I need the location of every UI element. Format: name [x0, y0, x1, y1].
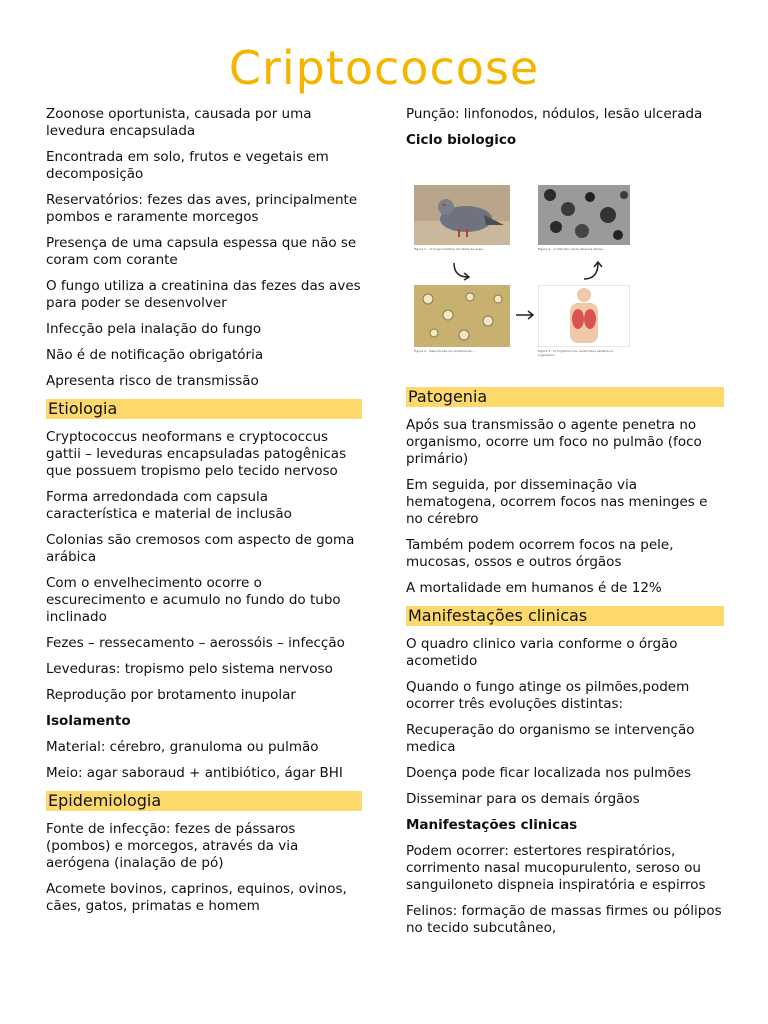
tissue-micrograph-image — [538, 185, 630, 245]
patogenia-paragraph: Também podem ocorrem focos na pele, mucosas, ossos e outros órgãos — [406, 537, 674, 570]
section-heading-epidemiologia: Epidemiologia — [46, 791, 362, 811]
arrow-icon — [450, 259, 474, 283]
intro-paragraph: O fungo utiliza a creatinina das fezes das aves para poder se desenvolver — [46, 278, 361, 311]
intro-paragraph: Infecção pela inalação do fungo — [46, 321, 262, 337]
subheading-ciclo-biologico: Ciclo biologico — [406, 132, 517, 148]
intro-paragraph: Zoonose oportunista, causada por uma levedura encapsulada — [46, 106, 312, 139]
patogenia-paragraph: Em seguida, por disseminação via hematogena, ocorrem focos nas meninges e no cérebro — [406, 477, 708, 527]
manifestacoes-paragraph: Doença pode ficar localizada nos pulmões — [406, 765, 692, 781]
subheading-isolamento: Isolamento — [46, 713, 131, 729]
etiologia-paragraph: Reprodução por brotamento inupolar — [46, 687, 296, 703]
puncao-paragraph: Punção: linfonodos, nódulos, lesão ulcerada — [406, 106, 703, 122]
intro-paragraph: Reservatórios: fezes das aves, principalmente pombos e raramente morcegos — [46, 192, 358, 225]
intro-paragraph: Não é de notificação obrigatória — [46, 347, 264, 363]
manifestacoes-sub-paragraph: Felinos: formação de massas firmes ou pólipos no tecido subcutâneo, — [406, 903, 722, 936]
section-heading-etiologia: Etiologia — [46, 399, 362, 419]
etiologia-paragraph: Leveduras: tropismo pelo sistema nervoso — [46, 661, 333, 677]
subheading-manifestacoes-clinicas: Manifestações clinicas — [406, 817, 578, 833]
figure-caption: Figura 3 – O Cryptococcus neoformans penetra no organismo... — [538, 349, 614, 357]
intro-paragraph: Encontrada em solo, frutos e vegetais em decomposição — [46, 149, 329, 182]
intro-paragraph: Apresenta risco de transmissão — [46, 373, 259, 389]
figure-caption: Figura 1 – O fungo prolifera em fezes de aves... — [414, 247, 486, 251]
etiologia-paragraph: Colonias são cremosos com aspecto de goma arábica — [46, 532, 355, 565]
arrow-icon — [514, 309, 536, 321]
isolamento-paragraph: Material: cérebro, granuloma ou pulmão — [46, 739, 319, 755]
page-title: Criptococose — [228, 41, 540, 95]
manifestacoes-paragraph: O quadro clinico varia conforme o órgão acometido — [406, 636, 678, 669]
pigeon-image — [414, 185, 510, 245]
right-column — [406, 106, 724, 946]
yeast-culture-image — [414, 285, 510, 347]
manifestacoes-paragraph: Recuperação do organismo se intervenção medica — [406, 722, 695, 755]
patogenia-paragraph: Após sua transmissão o agente penetra no organismo, ocorre um foco no pulmão (foco primário) — [406, 417, 702, 467]
etiologia-paragraph: Com o envelhecimento ocorre o escurecimento e acumulo no fundo do tubo inclinado — [46, 575, 341, 625]
section-heading-manifestacoes: Manifestações clinicas — [406, 606, 724, 626]
etiologia-paragraph: Fezes – ressecamento – aerossóis – infecção — [46, 635, 345, 651]
isolamento-paragraph: Meio: agar saboraud + antibiótico, ágar BHI — [46, 765, 343, 781]
figure-caption: Figura 2 – Reprodução por brotamento... — [414, 349, 475, 353]
manifestacoes-paragraph: Quando o fungo atinge os pilmões,podem ocorrer três evoluções distintas: — [406, 679, 690, 712]
patogenia-paragraph: A mortalidade em humanos é de 12% — [406, 580, 662, 596]
epidemiologia-paragraph: Fonte de infecção: fezes de pássaros (pombos) e morcegos, através da via aerógena (inalação de pó) — [46, 821, 299, 871]
manifestacoes-sub-paragraph: Podem ocorrer: estertores respiratórios, corrimento nasal mucopurulento, seroso ou sanguiloneto dispneia inspiratória e espirros — [406, 843, 706, 893]
etiologia-paragraph: Cryptococcus neoformans e cryptococcus gattii – leveduras encapsuladas patogênicas que possuem tropismo pelo tecido nervoso — [46, 429, 347, 479]
left-column — [46, 106, 362, 924]
manifestacoes-paragraph: Disseminar para os demais órgãos — [406, 791, 640, 807]
life-cycle-figure — [414, 185, 634, 375]
epidemiologia-paragraph: Acomete bovinos, caprinos, equinos, ovinos, cães, gatos, primatas e homem — [46, 881, 347, 914]
arrow-icon — [580, 259, 604, 283]
intro-paragraph: Presença de uma capsula espessa que não se coram com corante — [46, 235, 357, 268]
etiologia-paragraph: Forma arredondada com capsula característica e material de inclusão — [46, 489, 292, 522]
figure-caption: Figura 4 – A infecção causa diversos danos... — [538, 247, 606, 251]
human-lungs-image — [538, 285, 630, 347]
section-heading-patogenia: Patogenia — [406, 387, 724, 407]
